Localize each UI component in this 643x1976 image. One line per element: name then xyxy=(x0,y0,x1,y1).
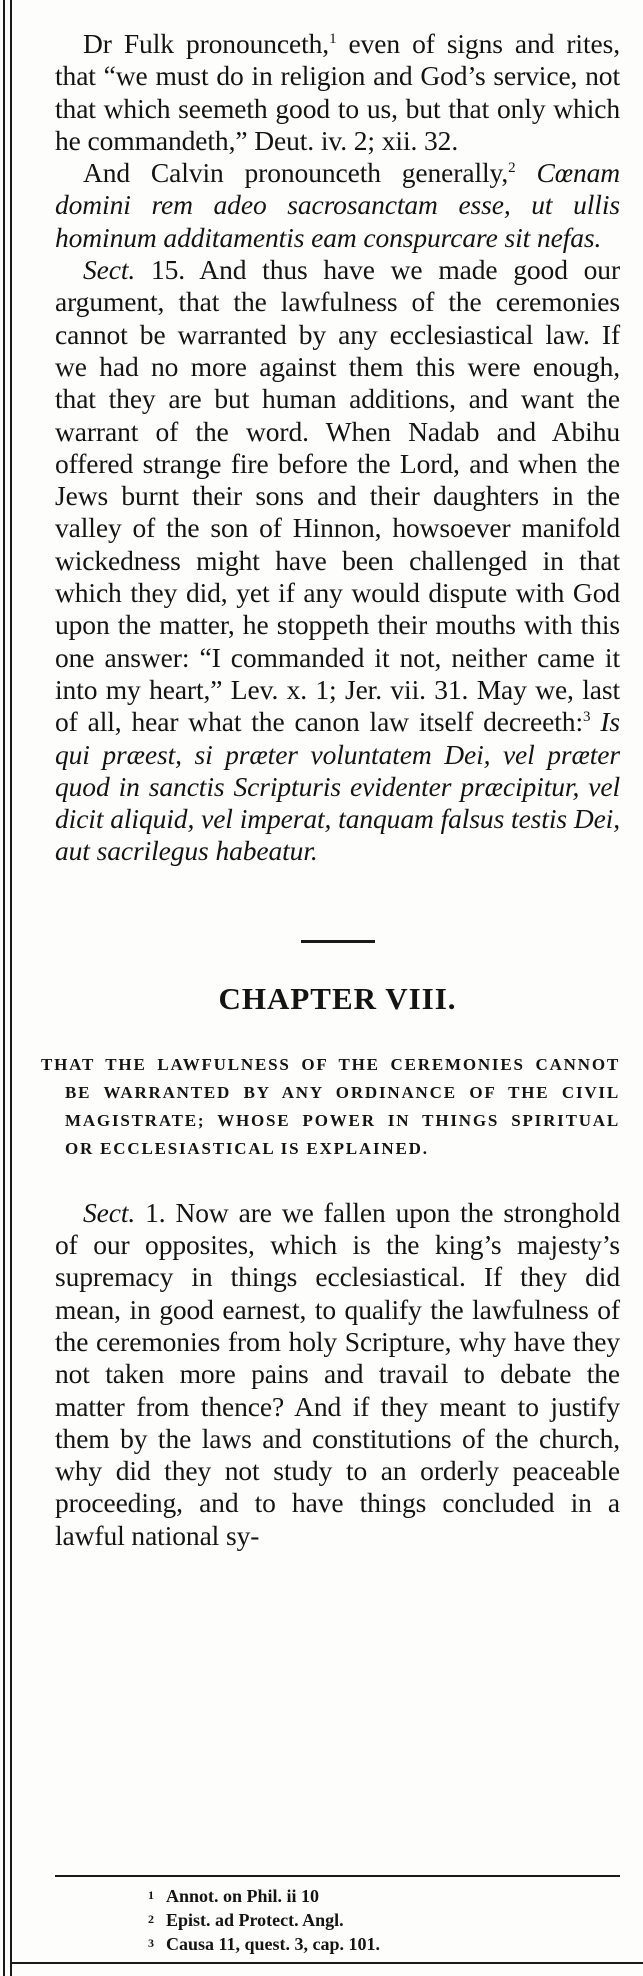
text-run xyxy=(590,706,600,737)
footnote-number: 1 xyxy=(148,1888,154,1902)
chapter-title: CHAPTER VIII. xyxy=(218,980,457,1016)
footnote-item xyxy=(148,1932,608,1956)
margin-rule-outer xyxy=(3,0,5,1976)
footnotes xyxy=(148,1884,608,1956)
body-paragraph xyxy=(55,254,620,868)
page-body xyxy=(41,28,620,1552)
text-run: 1. Now are we fallen upon the stronghold of our opposites, which is the king’s majesty’s supremacy in things ecclesiastical. If they did mean, in good earnest, to qualify the lawfulness of the ceremonies from holy Scripture, why have they not taken more pains and travail to debate the matter from thence? And if they meant to justify them by the laws and constitutions of the church, why did they not study to an orderly peaceable proceeding, and to have things concluded in a lawful national sy- xyxy=(55,1196,620,1551)
chapter-paragraph-group xyxy=(55,1197,620,1552)
italic-text: Sect. xyxy=(83,254,136,286)
section-divider-rule xyxy=(301,940,375,943)
footnote-reference: 2 xyxy=(508,160,516,177)
footnote-item xyxy=(148,1908,608,1932)
margin-rule-inner xyxy=(10,0,12,1976)
chapter-subtitle: THAT THE LAWFULNESS OF THE CEREMONIES CANNOT BE WARRANTED BY ANY ORDINANCE OF THE CIVIL MAGISTRATE; WHOSE POWER IN THINGS SPIRITUAL OR ECCLESIASTICAL IS EXPLAINED. xyxy=(41,1054,620,1158)
footnote-number: 2 xyxy=(148,1912,154,1926)
body-paragraph xyxy=(55,28,620,157)
body-paragraph xyxy=(55,157,620,254)
text-run: 15. And thus have we made good our argument, that the lawfulness of the ceremonies cannot be warranted by any ecclesiastical law. If we had no more against them this were enough, that they are but human additions, and want the warrant of the word. When Nadab and Abihu offered strange fire before the Lord, and when the Jews burnt their sons and their daughters in the valley of the son of Hinnon, howsoever manifold wickedness might have been challenged in that which they did, yet if any would dispute with God upon the matter, he stoppeth their mouths with this one answer: “I commanded it not, neither came it into my heart,” Lev. x. 1; Jer. vii. 31. May we, last of all, hear what the canon law itself decreeth: xyxy=(55,254,620,738)
paragraph-group xyxy=(55,28,620,868)
italic-text: Sect. xyxy=(83,1196,136,1228)
footnote-reference: 3 xyxy=(583,709,591,726)
footnote-number: 3 xyxy=(148,1936,154,1950)
italic-text: Is qui præest, si præter voluntatem Dei, vel præter quod in sanctis Scripturis evidenter præcipitur, vel dicit aliquid, vel imperat, tanquam falsus testis Dei, aut sacrilegus habeatur. xyxy=(55,706,620,867)
text-run xyxy=(516,157,537,188)
italic-text: Cœnam domini rem adeo sacrosanctam esse, ut ullis hominum additamentis eam conspurcare sit nefas. xyxy=(55,157,620,253)
text-run: even of signs and rites, that “we must do in religion and God’s service, not that which seemeth good to us, but that only which he commandeth,” Deut. iv. 2; xii. 32. xyxy=(55,28,620,156)
chapter-paragraph xyxy=(55,1197,620,1552)
footnote-rule xyxy=(55,1875,620,1877)
footnote-text: Epist. ad Protect. Angl. xyxy=(166,1910,344,1930)
footnote-text: Causa 11, quest. 3, cap. 101. xyxy=(166,1934,381,1954)
text-run: And Calvin pronounceth generally, xyxy=(83,157,509,189)
footnote-reference: 1 xyxy=(329,30,337,47)
footnote-text: Annot. on Phil. ii 10 xyxy=(166,1886,320,1906)
footnote-item xyxy=(148,1884,608,1908)
text-run: Dr Fulk pronounceth, xyxy=(83,28,330,59)
bottom-rule xyxy=(12,1962,643,1964)
